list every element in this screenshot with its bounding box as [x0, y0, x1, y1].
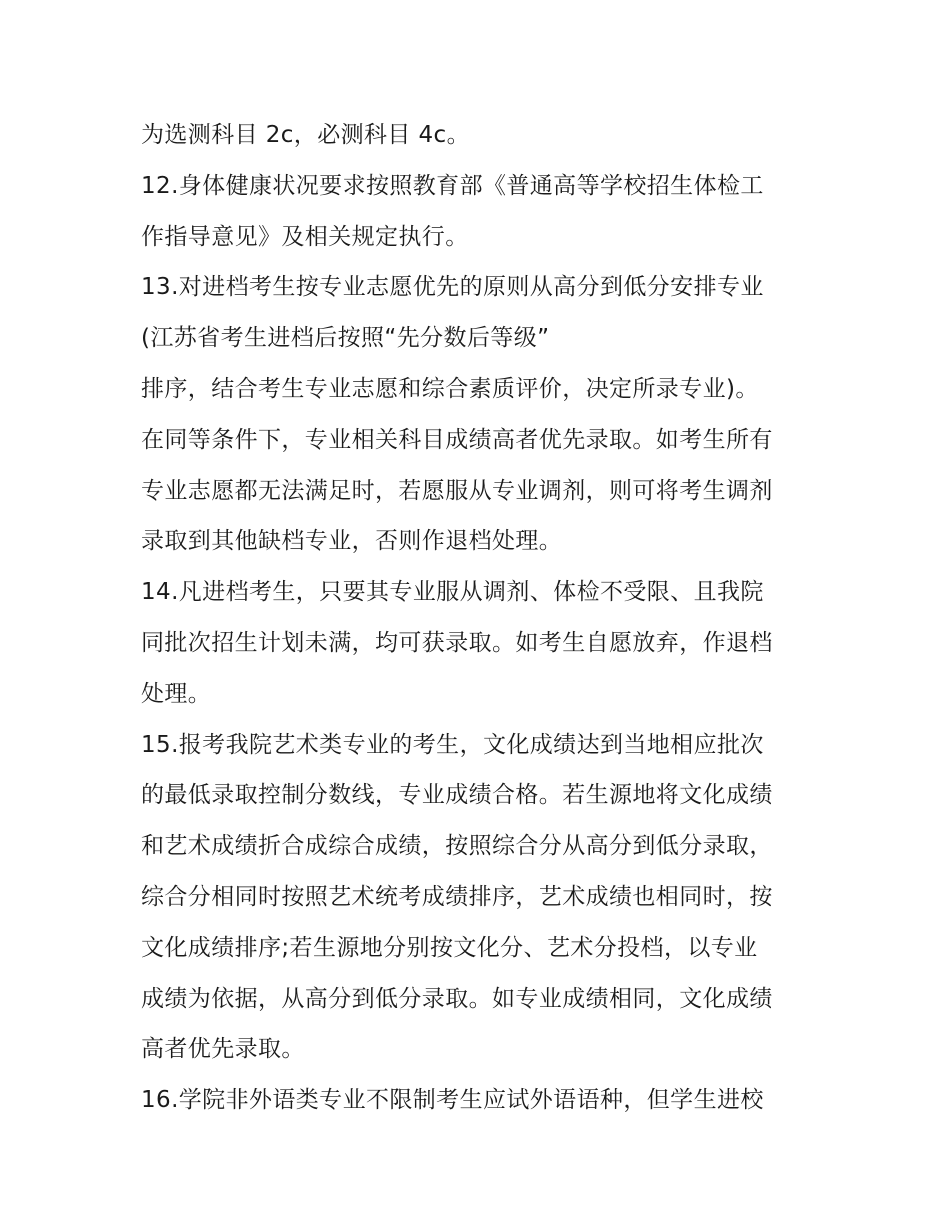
text-line: 文化成绩排序;若生源地分别按文化分、艺术分投档，以专业 — [141, 934, 758, 961]
text-line: 处理。 — [141, 680, 212, 707]
text-line: 15.报考我院艺术类专业的考生，文化成绩达到当地相应批次 — [141, 731, 764, 758]
text-line: 成绩为依据，从高分到低分录取。如专业成绩相同，文化成绩 — [141, 985, 773, 1012]
text-line: 高者优先录取。 — [141, 1036, 305, 1063]
text-line: 12.身体健康状况要求按照教育部《普通高等学校招生体检工 — [141, 172, 764, 199]
text-line: 的最低录取控制分数线，专业成绩合格。若生源地将文化成绩 — [141, 782, 773, 809]
text-line: 录取到其他缺档专业，否则作退档处理。 — [141, 528, 563, 555]
text-line: 13.对进档考生按专业志愿优先的原则从高分到低分安排专业 — [141, 274, 764, 301]
text-line: 14.凡进档考生，只要其专业服从调剂、体检不受限、且我院 — [141, 579, 764, 606]
text-line: 和艺术成绩折合成综合成绩，按照综合分从高分到低分录取， — [141, 833, 773, 860]
text-line: (江苏省考生进档后按照“先分数后等级” — [141, 325, 550, 352]
text-line: 同批次招生计划未满，均可获录取。如考生自愿放弃，作退档 — [141, 629, 773, 656]
text-line: 为选测科目 2c，必测科目 4c。 — [141, 122, 470, 148]
text-line: 综合分相同时按照艺术统考成绩排序，艺术成绩也相同时，按 — [141, 883, 773, 910]
text-line: 作指导意见》及相关规定执行。 — [141, 223, 469, 250]
document-body — [141, 110, 821, 1126]
text-line: 专业志愿都无法满足时，若愿服从专业调剂，则可将考生调剂 — [141, 477, 773, 504]
text-line: 排序，结合考生专业志愿和综合素质评价，决定所录专业)。 — [141, 375, 759, 402]
text-line: 16.学院非外语类专业不限制考生应试外语语种，但学生进校 — [141, 1087, 764, 1114]
text-line: 在同等条件下，专业相关科目成绩高者优先录取。如考生所有 — [141, 426, 773, 453]
